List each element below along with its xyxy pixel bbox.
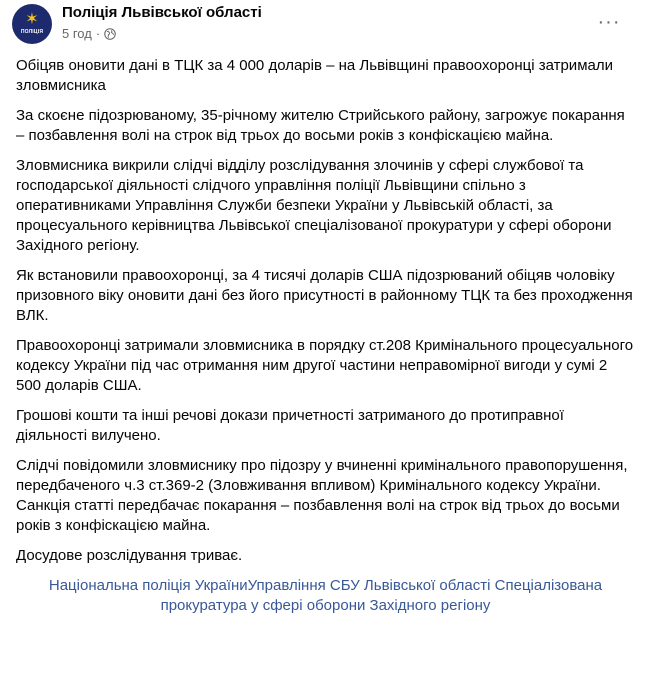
post-paragraph: Слідчі повідомили зловмиснику про підозру у вчиненні кримінального правопорушення, передбаченого ч.3 ст.369-2 (Зловживання впливом) Кримінального кодексу України. Санкція статті передбачає покарання – позбавлення волі на строк від трьох до восьми років з конфіскацією майна. <box>16 457 628 534</box>
post-time-link[interactable]: 5 год <box>62 26 92 41</box>
post-paragraph: Обіцяв оновити дані в ТЦК за 4 000 доларів – на Львівщині правоохоронці затримали зловмисника <box>16 57 613 94</box>
post-paragraph: Зловмисника викрили слідчі відділу розслідування злочинів у сфері службової та господарської діяльності слідчого управління поліції Львівщини спільно з оперативниками Управління Служби безпеки України у Львівській області, за процесуального керівництва Львівської спеціалізованої прокуратури у сфері оборони Західного регіону. <box>16 157 612 254</box>
tag-link-sbu-lviv[interactable]: Управління СБУ Львівської області <box>247 577 491 594</box>
post-body <box>0 56 649 566</box>
police-star-icon: ✶ <box>25 10 39 28</box>
post-tags <box>0 576 649 616</box>
post-header <box>0 0 649 52</box>
avatar-logo-text: ПОЛІЦІЯ <box>20 28 44 35</box>
more-options-button[interactable]: ··· <box>597 10 621 33</box>
post-paragraph: Правоохоронці затримали зловмисника в порядку ст.208 Кримінального процесуального кодексу України під час отримання ним другої частини неправомірної вигоди у сумі 2 500 доларів США. <box>16 337 634 394</box>
post-paragraph: Досудове розслідування триває. <box>16 547 243 564</box>
post-subline <box>62 25 262 43</box>
post-paragraph: Як встановили правоохоронці, за 4 тисячі доларів США підозрюваний обіцяв чоловіку призовного віку оновити дані без його присутності в районному ТЦК та без проходження ВЛК. <box>16 267 633 324</box>
page-name-link[interactable]: Поліція Львівської області <box>62 4 262 21</box>
post-paragraph: За скоєне підозрюваному, 35-річному жителю Стрийського району, загрожує покарання – позбавлення волі на строк від трьох до восьми років з конфіскацією майна. <box>16 107 625 144</box>
avatar[interactable] <box>12 4 52 44</box>
tag-link-national-police[interactable]: Національна поліція України <box>48 577 248 594</box>
post-paragraph: Грошові кошти та інші речові докази причетності затриманого до протиправної діяльності вилучено. <box>16 407 564 444</box>
globe-icon <box>104 28 116 40</box>
separator-dot: · <box>95 26 101 41</box>
tag-link-specialized-prosecutor[interactable]: Спеціалізована прокуратура у сфері оборони Західного регіону <box>160 577 603 614</box>
post-meta <box>62 3 262 43</box>
